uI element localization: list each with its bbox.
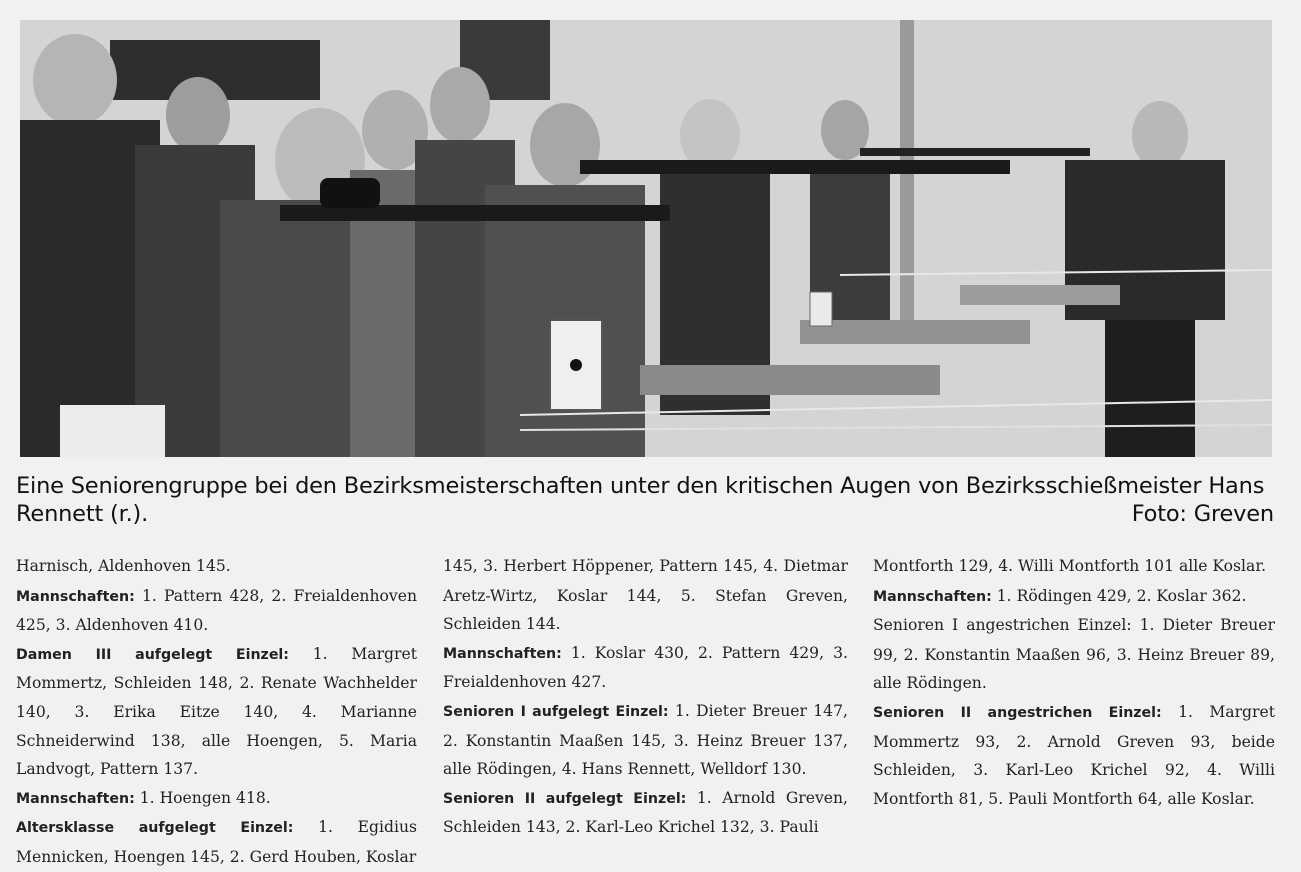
article-column-2: [443, 552, 848, 842]
paragraph: Senioren I aufgelegt Einzel: 1. Dieter Breuer 147, 2. Konstantin Maaßen 145, 3. Heinz Breuer 137, alle Rödingen, 4. Hans Rennett, Welldorf 130.: [443, 701, 848, 779]
paragraph: Senioren II aufgelegt Einzel: 1. Arnold Greven, Schleiden 143, 2. Karl-Leo Krichel 132, 3. Pauli: [443, 788, 848, 837]
paragraph: Senioren II angestrichen Einzel: 1. Margret Mommertz 93, 2. Arnold Greven 93, beide Schleiden, 3. Karl-Leo Krichel 92, 4. Willi Montforth 81, 5. Pauli Montforth 64, alle Koslar.: [873, 702, 1275, 808]
paragraph: Harnisch, Aldenhoven 145.: [16, 557, 231, 575]
paragraph: Montforth 129, 4. Willi Montforth 101 alle Koslar.: [873, 557, 1267, 575]
paragraph: Mannschaften: 1. Rödingen 429, 2. Koslar 362.: [873, 586, 1247, 605]
article-column-1: [16, 552, 417, 872]
paragraph: Mannschaften: 1. Koslar 430, 2. Pattern 429, 3. Freialdenhoven 427.: [443, 643, 848, 692]
photo-illustration: [20, 20, 1272, 457]
caption-line-1: Eine Seniorengruppe bei den Bezirksmeisterschaften unter den kritischen Augen von Bezirksschießmeister Hans: [16, 473, 1265, 499]
paragraph: Senioren I angestrichen Einzel: 1. Dieter Breuer 99, 2. Konstantin Maaßen 96, 3. Heinz Breuer 89, alle Rödingen.: [873, 616, 1275, 693]
news-photo: [20, 20, 1272, 457]
paragraph: Altersklasse aufgelegt Einzel: 1. Egidius Mennicken, Hoengen 145, 2. Gerd Houben, Koslar: [16, 818, 417, 866]
photo-caption: [16, 472, 1274, 528]
paragraph: Mannschaften: 1. Hoengen 418.: [16, 788, 271, 807]
paragraph: Damen III aufgelegt Einzel: 1. Margret Mommertz, Schleiden 148, 2. Renate Wachhelder 140, 3. Erika Eitze 140, 4. Marianne Schneiderwind 138, alle Hoengen, 5. Maria Landvogt, Pattern 137.: [16, 644, 417, 779]
article-column-3: [873, 552, 1275, 813]
caption-line-2: Rennett (r.).: [16, 501, 149, 527]
paragraph: 145, 3. Herbert Höppener, Pattern 145, 4. Dietmar Aretz-Wirtz, Koslar 144, 5. Stefan Greven, Schleiden 144.: [443, 557, 848, 634]
paragraph: Mannschaften: 1. Pattern 428, 2. Freialdenhoven 425, 3. Aldenhoven 410.: [16, 586, 417, 635]
photo-credit: Foto: Greven: [1131, 501, 1274, 527]
